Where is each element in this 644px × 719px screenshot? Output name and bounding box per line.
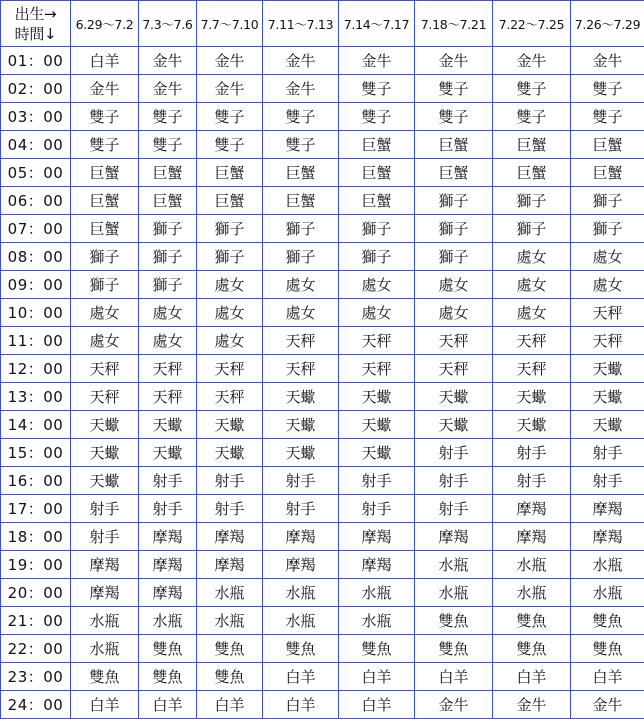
sign-cell: 射手 (197, 467, 263, 495)
time-cell: 20：00 (1, 579, 71, 607)
sign-cell: 處女 (139, 327, 197, 355)
date-range-header: 7.7～7.10 (197, 1, 263, 47)
sign-cell: 摩羯 (71, 579, 139, 607)
time-cell: 19：00 (1, 551, 71, 579)
sign-cell: 天秤 (493, 327, 571, 355)
table-row (1, 47, 644, 75)
sign-cell: 獅子 (263, 243, 339, 271)
sign-cell: 白羊 (263, 691, 339, 719)
time-cell: 23：00 (1, 663, 71, 691)
table-row (1, 327, 644, 355)
corner-header (1, 1, 71, 47)
sign-cell: 巨蟹 (339, 159, 415, 187)
sign-cell: 巨蟹 (263, 187, 339, 215)
sign-cell: 獅子 (197, 215, 263, 243)
sign-cell: 天蠍 (71, 439, 139, 467)
sign-cell: 白羊 (571, 663, 644, 691)
sign-cell: 天秤 (139, 383, 197, 411)
sign-cell: 雙魚 (71, 663, 139, 691)
time-cell: 11：00 (1, 327, 71, 355)
sign-cell: 處女 (493, 243, 571, 271)
sign-cell: 處女 (339, 299, 415, 327)
sign-cell: 巨蟹 (71, 187, 139, 215)
sign-cell: 金牛 (139, 75, 197, 103)
sign-cell: 白羊 (197, 691, 263, 719)
table-row (1, 635, 644, 663)
sign-cell: 金牛 (263, 75, 339, 103)
sign-cell: 天秤 (571, 327, 644, 355)
time-cell: 15：00 (1, 439, 71, 467)
sign-cell: 雙子 (493, 103, 571, 131)
sign-cell: 射手 (71, 495, 139, 523)
date-range-header: 7.22～7.25 (493, 1, 571, 47)
table-row (1, 355, 644, 383)
sign-cell: 天蠍 (571, 383, 644, 411)
sign-cell: 天蠍 (71, 467, 139, 495)
date-range-header: 7.3～7.6 (139, 1, 197, 47)
time-cell: 13：00 (1, 383, 71, 411)
sign-cell: 射手 (571, 467, 644, 495)
sign-cell: 雙子 (263, 103, 339, 131)
table-row (1, 691, 644, 719)
sign-cell: 天秤 (263, 355, 339, 383)
sign-cell: 摩羯 (197, 523, 263, 551)
sign-cell: 天秤 (71, 383, 139, 411)
sign-cell: 摩羯 (571, 495, 644, 523)
sign-cell: 巨蟹 (493, 131, 571, 159)
sign-cell: 金牛 (493, 47, 571, 75)
time-cell: 16：00 (1, 467, 71, 495)
time-cell: 24：00 (1, 691, 71, 719)
sign-cell: 白羊 (339, 663, 415, 691)
sign-cell: 白羊 (263, 663, 339, 691)
table-row (1, 411, 644, 439)
sign-cell: 天蠍 (339, 411, 415, 439)
table-row (1, 215, 644, 243)
sign-cell: 雙魚 (493, 607, 571, 635)
sign-cell: 獅子 (263, 215, 339, 243)
table-row (1, 103, 644, 131)
sign-cell: 金牛 (493, 691, 571, 719)
time-cell: 10：00 (1, 299, 71, 327)
table-row (1, 439, 644, 467)
sign-cell: 雙子 (415, 75, 493, 103)
sign-cell: 巨蟹 (415, 159, 493, 187)
sign-cell: 天蠍 (571, 411, 644, 439)
sign-cell: 雙魚 (493, 635, 571, 663)
sign-cell: 金牛 (571, 691, 644, 719)
sign-cell: 白羊 (139, 691, 197, 719)
sign-cell: 天蠍 (197, 411, 263, 439)
sign-cell: 摩羯 (71, 551, 139, 579)
date-range-header: 6.29～7.2 (71, 1, 139, 47)
sign-cell: 雙魚 (139, 635, 197, 663)
sign-cell: 摩羯 (139, 551, 197, 579)
sign-cell: 摩羯 (197, 551, 263, 579)
sign-cell: 獅子 (571, 187, 644, 215)
sign-cell: 雙子 (339, 75, 415, 103)
sign-cell: 雙子 (339, 103, 415, 131)
time-cell: 06：00 (1, 187, 71, 215)
sign-cell: 水瓶 (339, 607, 415, 635)
sign-cell: 雙子 (493, 75, 571, 103)
sign-cell: 雙子 (415, 103, 493, 131)
sign-cell: 巨蟹 (339, 187, 415, 215)
sign-cell: 射手 (571, 439, 644, 467)
sign-cell: 金牛 (197, 75, 263, 103)
sign-cell: 天蠍 (263, 411, 339, 439)
table-row (1, 467, 644, 495)
sign-cell: 水瓶 (339, 579, 415, 607)
sign-cell: 獅子 (415, 215, 493, 243)
sign-cell: 獅子 (571, 215, 644, 243)
time-cell: 17：00 (1, 495, 71, 523)
time-cell: 09：00 (1, 271, 71, 299)
table-row (1, 663, 644, 691)
table-row (1, 495, 644, 523)
sign-cell: 水瓶 (71, 607, 139, 635)
sign-cell: 雙魚 (197, 663, 263, 691)
date-range-header: 7.26～7.29 (571, 1, 644, 47)
header-row (1, 1, 644, 47)
sign-cell: 天蠍 (263, 439, 339, 467)
sign-cell: 巨蟹 (493, 159, 571, 187)
corner-birth-label: 出生→ (14, 4, 57, 23)
sign-cell: 白羊 (339, 691, 415, 719)
sign-cell: 天蠍 (197, 439, 263, 467)
time-cell: 22：00 (1, 635, 71, 663)
sign-cell: 天秤 (71, 355, 139, 383)
table-row (1, 299, 644, 327)
sign-cell: 水瓶 (493, 551, 571, 579)
corner-time-label: 時間↓ (14, 24, 57, 43)
sign-cell: 水瓶 (263, 607, 339, 635)
sign-cell: 處女 (197, 299, 263, 327)
sign-cell: 水瓶 (415, 579, 493, 607)
sign-cell: 處女 (415, 299, 493, 327)
sign-cell: 雙魚 (197, 635, 263, 663)
sign-cell: 巨蟹 (571, 131, 644, 159)
sign-cell: 水瓶 (571, 551, 644, 579)
sign-cell: 處女 (139, 299, 197, 327)
sign-cell: 摩羯 (339, 523, 415, 551)
time-cell: 01：00 (1, 47, 71, 75)
date-range-header: 7.11～7.13 (263, 1, 339, 47)
table-row (1, 75, 644, 103)
sign-cell: 天秤 (197, 383, 263, 411)
sign-cell: 天蠍 (263, 383, 339, 411)
sign-cell: 處女 (571, 271, 644, 299)
table-row (1, 271, 644, 299)
table-row (1, 579, 644, 607)
sign-cell: 雙魚 (339, 635, 415, 663)
sign-cell: 摩羯 (493, 523, 571, 551)
time-cell: 08：00 (1, 243, 71, 271)
sign-cell: 摩羯 (263, 523, 339, 551)
sign-cell: 天蠍 (339, 439, 415, 467)
sign-cell: 天秤 (339, 327, 415, 355)
sign-cell: 雙子 (197, 103, 263, 131)
sign-cell: 雙子 (571, 75, 644, 103)
sign-cell: 處女 (197, 327, 263, 355)
sign-cell: 射手 (493, 439, 571, 467)
table-row (1, 159, 644, 187)
sign-cell: 天蠍 (415, 383, 493, 411)
sign-cell: 天蠍 (493, 383, 571, 411)
sign-cell: 天秤 (339, 355, 415, 383)
sign-cell: 射手 (197, 495, 263, 523)
sign-cell: 巨蟹 (197, 159, 263, 187)
sign-cell: 水瓶 (571, 579, 644, 607)
sign-cell: 摩羯 (139, 579, 197, 607)
sign-cell: 處女 (197, 271, 263, 299)
sign-cell: 雙魚 (415, 607, 493, 635)
sign-cell: 白羊 (493, 663, 571, 691)
sign-cell: 射手 (415, 495, 493, 523)
time-cell: 02：00 (1, 75, 71, 103)
sign-cell: 天蠍 (339, 383, 415, 411)
sign-cell: 水瓶 (263, 579, 339, 607)
sign-cell: 雙子 (139, 103, 197, 131)
sign-cell: 金牛 (197, 47, 263, 75)
time-cell: 12：00 (1, 355, 71, 383)
sign-cell: 雙子 (263, 131, 339, 159)
sign-cell: 摩羯 (139, 523, 197, 551)
time-cell: 03：00 (1, 103, 71, 131)
sign-cell: 天秤 (415, 327, 493, 355)
table-row (1, 187, 644, 215)
sign-cell: 天蠍 (415, 411, 493, 439)
sign-cell: 射手 (71, 523, 139, 551)
sign-cell: 摩羯 (493, 495, 571, 523)
sign-cell: 白羊 (71, 47, 139, 75)
sign-cell: 射手 (263, 495, 339, 523)
sign-cell: 獅子 (197, 243, 263, 271)
table-row (1, 383, 644, 411)
sign-cell: 雙魚 (571, 635, 644, 663)
sign-cell: 摩羯 (571, 523, 644, 551)
sign-cell: 處女 (339, 271, 415, 299)
time-cell: 04：00 (1, 131, 71, 159)
sign-cell: 金牛 (415, 691, 493, 719)
sign-cell: 巨蟹 (339, 131, 415, 159)
sign-cell: 射手 (139, 467, 197, 495)
sign-cell: 處女 (415, 271, 493, 299)
sign-cell: 水瓶 (415, 551, 493, 579)
sign-cell: 天蠍 (71, 411, 139, 439)
sign-cell: 處女 (493, 271, 571, 299)
sign-cell: 獅子 (139, 243, 197, 271)
time-cell: 18：00 (1, 523, 71, 551)
sign-cell: 雙子 (571, 103, 644, 131)
sign-cell: 處女 (71, 327, 139, 355)
table-row (1, 523, 644, 551)
sign-cell: 獅子 (71, 243, 139, 271)
time-cell: 14：00 (1, 411, 71, 439)
table-row (1, 607, 644, 635)
table-row (1, 551, 644, 579)
sign-cell: 獅子 (71, 271, 139, 299)
sign-cell: 雙魚 (263, 635, 339, 663)
sign-cell: 雙子 (71, 131, 139, 159)
sign-cell: 獅子 (339, 243, 415, 271)
sign-cell: 巨蟹 (415, 131, 493, 159)
sign-cell: 水瓶 (493, 579, 571, 607)
sign-cell: 水瓶 (71, 635, 139, 663)
sign-cell: 射手 (415, 467, 493, 495)
sign-cell: 雙魚 (571, 607, 644, 635)
sign-cell: 水瓶 (197, 607, 263, 635)
sign-cell: 射手 (415, 439, 493, 467)
sign-cell: 金牛 (263, 47, 339, 75)
sign-cell: 處女 (71, 299, 139, 327)
sign-cell: 處女 (263, 299, 339, 327)
sign-cell: 雙魚 (139, 663, 197, 691)
sign-cell: 金牛 (139, 47, 197, 75)
sign-cell: 射手 (139, 495, 197, 523)
sign-cell: 摩羯 (339, 551, 415, 579)
sign-cell: 獅子 (139, 215, 197, 243)
sign-cell: 天秤 (415, 355, 493, 383)
sign-cell: 水瓶 (139, 607, 197, 635)
sign-cell: 巨蟹 (571, 159, 644, 187)
sign-cell: 天秤 (571, 299, 644, 327)
sign-cell: 金牛 (415, 47, 493, 75)
sign-cell: 巨蟹 (139, 159, 197, 187)
sign-cell: 雙子 (197, 131, 263, 159)
sign-cell: 天秤 (493, 355, 571, 383)
table-row (1, 243, 644, 271)
sign-cell: 天蠍 (493, 411, 571, 439)
sign-cell: 雙子 (71, 103, 139, 131)
sign-cell: 獅子 (415, 243, 493, 271)
sign-cell: 雙子 (139, 131, 197, 159)
sign-cell: 雙魚 (415, 635, 493, 663)
sign-cell: 金牛 (71, 75, 139, 103)
sign-cell: 巨蟹 (71, 215, 139, 243)
sign-cell: 金牛 (571, 47, 644, 75)
sign-cell: 射手 (339, 467, 415, 495)
sign-cell: 獅子 (139, 271, 197, 299)
sign-cell: 處女 (263, 271, 339, 299)
sign-cell: 摩羯 (415, 523, 493, 551)
sign-cell: 摩羯 (263, 551, 339, 579)
sign-cell: 天蠍 (139, 411, 197, 439)
sign-cell: 金牛 (339, 47, 415, 75)
sign-cell: 獅子 (493, 187, 571, 215)
table-row (1, 131, 644, 159)
sign-cell: 處女 (493, 299, 571, 327)
sign-cell: 射手 (493, 467, 571, 495)
sign-cell: 天秤 (139, 355, 197, 383)
sign-cell: 射手 (339, 495, 415, 523)
sign-cell: 巨蟹 (263, 159, 339, 187)
sign-cell: 水瓶 (197, 579, 263, 607)
time-cell: 05：00 (1, 159, 71, 187)
sign-cell: 天蠍 (139, 439, 197, 467)
date-range-header: 7.18～7.21 (415, 1, 493, 47)
date-range-header: 7.14～7.17 (339, 1, 415, 47)
sign-cell: 處女 (571, 243, 644, 271)
time-cell: 07：00 (1, 215, 71, 243)
sign-cell: 巨蟹 (71, 159, 139, 187)
sign-cell: 射手 (263, 467, 339, 495)
sign-cell: 巨蟹 (139, 187, 197, 215)
sign-cell: 獅子 (339, 215, 415, 243)
sign-cell: 白羊 (415, 663, 493, 691)
sign-cell: 獅子 (493, 215, 571, 243)
sign-cell: 天蠍 (571, 355, 644, 383)
time-cell: 21：00 (1, 607, 71, 635)
sign-cell: 巨蟹 (197, 187, 263, 215)
sign-cell: 天秤 (263, 327, 339, 355)
sign-cell: 獅子 (415, 187, 493, 215)
sign-cell: 天秤 (197, 355, 263, 383)
sign-cell: 白羊 (71, 691, 139, 719)
